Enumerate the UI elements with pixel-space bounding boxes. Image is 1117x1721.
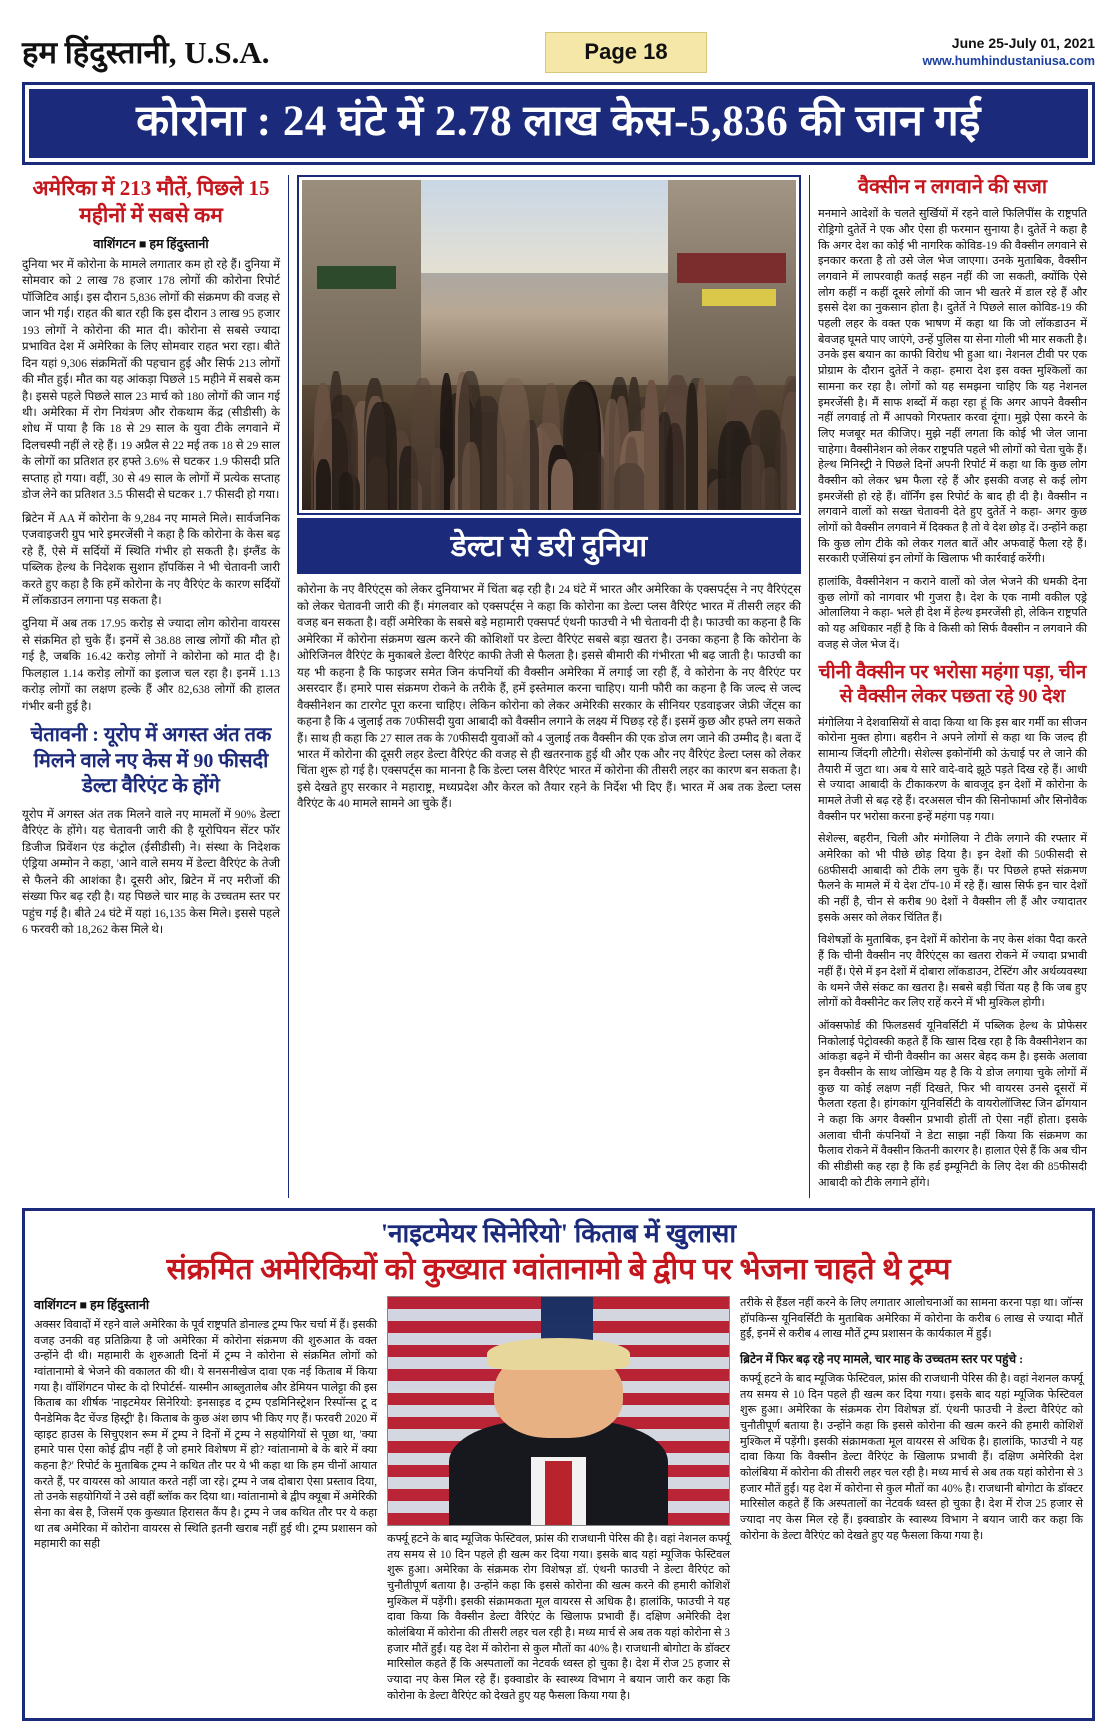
column-divider [288, 175, 289, 1198]
website-url[interactable]: www.humhindustaniusa.com [922, 54, 1095, 68]
photo-shop-sign [702, 289, 776, 306]
issue-date: June 25-July 01, 2021 [951, 35, 1095, 52]
right-headline-2: चीनी वैक्सीन पर भरोसा महंगा पड़ा, चीन से वैक्सीन लेकर पछता रहे 90 देश [818, 662, 1087, 707]
photo-crowd [302, 329, 796, 511]
masthead [22, 28, 1095, 76]
left-column [22, 175, 280, 1198]
feature-subhead: ब्रिटेन में फिर बढ़ रहे नए मामले, चार माह के उच्चतम स्तर पर पहुंचे : [740, 1351, 1024, 1366]
feature-paragraph: तरीके से हैंडल नहीं करने के लिए लगातार आलोचनाओं का सामना करना पड़ा था। जॉन्स हॉपकिन्स यूनिवर्सिटी के मुताबिक अमेरिका में कोरोना के करीब 6 लाख से ज्यादा मौतें हुईं, इनमें से करीब 4 लाख मौतें ट्रम्प प्रशासन के कार्यकाल में हुईं। [740, 1296, 1083, 1341]
feature-paragraph: कर्फ्यू हटने के बाद म्यूजिक फेस्टिवल, फ्रांस की राजधानी पेरिस की है। वहां नेशनल कर्फ्यू तय समय से 10 दिन पहले ही खत्म कर दिया गया। इसके बाद यहां म्यूजिक फेस्टिवल शुरू हुआ। अमेरिका के संक्रमक रोग विशेषज्ञ डॉ. एंथनी फाउची ने डेल्टा वैरिएंट को चुनौतीपूर्ण बताया है। उन्होंने कहा कि इससे कोरोना की खत्म करने की हमारी कोशिशें मुश्किल में पड़ेंगी। इसकी संक्रामकता मूल वायरस से अधिक है। हालांकि, फाउची ने यह दावा किया कि वैक्सीन डेल्टा वैरिएंट के खिलाफ प्रभावी हैं। दक्षिण अमेरिकी देश कोलंबिया में कोरोना की तीसरी लहर चल रही है। मध्य मार्च से अब तक यहां कोरोना से 3 हजार मौतें हुईं। यह देश में कोरोना से कुल मौतों का 40% है। राजधानी बोगोटा के डॉक्टर मारिसोल कहते हैं कि अस्पतालों का नेटवर्क ध्वस्त हो चुका है। देश में रोज 25 हजार से ज्यादा नए केस मिल रहे हैं। इक्वाडोर के स्वास्थ्य विभाग ने बयान जारी कर कहा कि कोरोना के डेल्टा वैरिएंट को देखते हुए यह फैसला किया गया है। [387, 1532, 730, 1702]
article-columns [22, 175, 1095, 1198]
left-sub-paragraph: यूरोप में अगस्त अंत तक मिलने वाले नए मामलों में 90% डेल्टा वैरिएंट के होंगे। यह चेतावनी जारी की है यूरोपियन सेंटर फॉर डिजीज प्रिवेंशन एंड कंट्रोल (ईसीडीसी) ने। संस्था के निदेशक एंड्रिया अम्मोन ने कहा, 'आने वाले समय में डेल्टा वैरिएंट के तेजी से फैलने की आशंका है। दूसरी ओर, ब्रिटेन में नए मरीजों की संख्या फिर बढ़ रही है। यह पिछले चार माह के उच्चतम स्तर पर पहुंच गई है। बीते 24 घंटे में यहां 16,135 केस मिले। इससे पहले 6 फरवरी को 18,262 केस मिले थे। [22, 807, 280, 937]
left-byline: वाशिंगटन ■ हम हिंदुस्तानी [93, 236, 209, 251]
feature-column-1 [34, 1296, 377, 1711]
feature-kicker: 'नाइटमेयर सिनेरियो' किताब में खुलासा [380, 1219, 737, 1249]
right-paragraph: विशेषज्ञों के मुताबिक, इन देशों में कोरोना के नए केस शंका पैदा करते हैं कि चीनी वैक्सीन नए वैरिएंट्स का खतरा रोकने में ज्यादा प्रभावी नहीं हैं। ऐसे में इन देशों में दोबारा लॉकडाउन, टेस्टिंग और अर्थव्यवस्था के थमने जैसे संकट का खतरा है। सबसे बड़ी चिंता यह है कि जब हुए लोगों को वैक्सीनेट कर लिए राहें करने में भी मुश्किल होगी। [818, 934, 1087, 1010]
feature-columns [30, 1296, 1087, 1713]
right-headline-1: वैक्सीन न लगवाने की सजा [857, 176, 1048, 199]
feature-paragraph: कर्फ्यू हटने के बाद म्यूजिक फेस्टिवल, फ्रांस की राजधानी पेरिस की है। वहां नेशनल कर्फ्यू तय समय से 10 दिन पहले ही खत्म कर दिया गया। इसके बाद यहां म्यूजिक फेस्टिवल शुरू हुआ। अमेरिका के संक्रमक रोग विशेषज्ञ डॉ. एंथनी फाउची ने डेल्टा वैरिएंट को चुनौतीपूर्ण बताया है। उन्होंने कहा कि इससे कोरोना की खत्म करने की हमारी कोशिशें मुश्किल में पड़ेंगी। इसकी संक्रामकता मूल वायरस से अधिक है। हालांकि, फाउची ने यह दावा किया कि वैक्सीन डेल्टा वैरिएंट के खिलाफ प्रभावी हैं। दक्षिण अमेरिकी देश कोलंबिया में कोरोना की तीसरी लहर चल रही है। मध्य मार्च से अब तक यहां कोरोना से 3 हजार मौतें हुईं। यह देश में कोरोना से कुल मौतों का 40% है। राजधानी बोगोटा के डॉक्टर मारिसोल कहते हैं कि अस्पतालों का नेटवर्क ध्वस्त हो चुका है। देश में रोज 25 हजार से ज्यादा नए केस मिल रहे हैं। इक्वाडोर के स्वास्थ्य विभाग ने बयान जारी कर कहा कि कोरोना के डेल्टा वैरिएंट को देखते हुए यह फैसला किया गया है। [740, 1372, 1083, 1542]
photo-awning-left [317, 266, 396, 289]
trump-portrait-photo [387, 1296, 730, 1526]
feature-byline: वाशिंगटन ■ हम हिंदुस्तानी [34, 1297, 150, 1312]
photo-caption: डेल्टा से डरी दुनिया [297, 518, 801, 574]
right-paragraph: हालांकि, वैक्सीनेशन न कराने वालों को जेल भेजने की धमकी देना कुछ लोगों को नागवार भी गुजरा है। देश के एक नामी वकील एड्रे ओलालिया ने कहा- भले ही देश में हेल्थ इमरजेंसी हो, लेकिन राष्ट्रपति को यह अधिकार नहीं है कि वे किसी को सिर्फ वैक्सीन न लगवाने की वजह से जेल भेज दें। [818, 575, 1087, 651]
right-paragraph: ऑक्सफोर्ड की फिलडसर्व यूनिवर्सिटी में पब्लिक हेल्थ के प्रोफेसर निकोलाई पेट्रोवस्की कहते हैं कि खास दिख रहा है कि वैक्सीनेशन का आंकड़ा बढ़ने में चीनी वैक्सीन का असर बेहद कम है। इसके अलावा इन वैक्सीन के साथ जोखिम यह है कि ये डोज लगाया चुके लोगों में कुछ या कोई लक्षण नहीं दिखते, फिर भी वायरस उनसे दूसरों में फैलता रहता है। हांगकांग यूनिवर्सिटी के वायरोलॉजिस्ट जिन ढोंगयान ने कहा कि अगर वैक्सीन प्रभावी होतीं तो ऐसा नहीं होता। इसके अलावा चीनी कंपनियों ने डेटा साझा नहीं किया कि संक्रमण का फैलाव रोकने में वैक्सीन कितनी कारगर है। हालात ऐसे हैं कि अब चीन की सीडीसी कह रहा है कि हर्ड इम्यूनिटी के लिए देश की 85फीसदी आबादी को टीके लगाने होंगे। [818, 1019, 1087, 1189]
left-paragraph: दुनिया भर में कोरोना के मामले लगातार कम हो रहे हैं। दुनिया में सोमवार को 2 लाख 78 हजार 178 लोगों की कोरोना रिपोर्ट पॉजिटिव आई। इस दौरान 5,836 लोगों की संक्रमण की वजह से जान भी गई। राहत की बात रही कि इस दौरान 3 लाख 95 हजार 193 लोगों ने कोरोना की मात दी। कोरोना से सबसे ज्यादा प्रभावित देश में अमेरिका के लिए सोमवार राहत भरा रहा। बीते दिन यहां 9,306 संक्रमितों की पहचान हुई और सिर्फ 213 लोगों की मौत हुई। मौत का यह आंकड़ा पिछले 15 महीने में सबसे कम है। इससे पहले पिछले साल 23 मार्च को 180 लोगों की जान गई थी। अमेरिका में रोग नियंत्रण और रोकथाम केंद्र (सीडीसी) के शोध में पाया है कि 18 से 29 साल के युवा टीके लगवाने में दिलचस्पी नहीं ले रहे हैं। 19 अप्रैल से 22 मई तक 18 से 29 साल के लोगों का प्रतिशत हर हफ्ते 3.6% से घटकर 1.9 फीसदी प्रति सप्ताह हो गया। वहीं, 30 से 49 साल के लोगों में प्रत्येक सप्ताह डोज लेने का प्रतिशत 3.5 फीसदी से घटकर 1.7 फीसदी हो गया। [22, 257, 280, 502]
photo-frame [297, 175, 801, 515]
main-headline-text: कोरोना : 24 घंटे में 2.78 लाख केस-5,836 की जान गई [136, 98, 981, 145]
left-paragraph: दुनिया में अब तक 17.95 करोड़ से ज्यादा लोग कोरोना वायरस से संक्रमित हो चुके हैं। इनमें से 38.88 लाख लोगों की मौत हो गई है, जबकि 16.42 करोड़ लोगों ने कोरोना को मात दी है। फिलहाल 1.14 करोड़ लोगों का इलाज चल रहा है। इनमें 1.13 करोड़ लोगों का लक्षण हल्के हैं और 82,638 लोगों की हालत गंभीर बनी हुई है। [22, 617, 280, 713]
left-headline: अमेरिका में 213 मौतें, पिछले 15 महीनों में सबसे कम [32, 176, 270, 227]
feature-column-2 [387, 1296, 730, 1711]
feature-paragraph: अक्सर विवादों में रहने वाले अमेरिका के पूर्व राष्ट्रपति डोनाल्ड ट्रम्प फिर चर्चा में हैं। इसकी वजह उनकी वह प्रतिक्रिया है जो अमेरिका में कोरोना संक्रमण की शुरुआत के वक्त उन्होंने दी थी। महामारी के शुरुआती दिनों में ट्रम्प ने कोरोना से संक्रमित लोगों को ग्वांतानामो बे भेजने की वकालत की थी। ये सनसनीखेज दावा एक नई किताब में किया गया है। वॉशिंगटन पोस्ट के दो रिपोर्टर्स- यास्मीन आब्लुतालेब और डेमियन पालेट्टा की इस किताब का शीर्षक 'नाइटमेयर सिनेरियो: इनसाइड द ट्रम्प एडमिनिस्ट्रेशन रिस्पॉन्स टू द पैनडेमिक दैट चेंज्ड हिस्ट्री' है। किताब के कुछ अंश छाप भी किए गए हैं। फरवरी 2020 में व्हाइट हाउस के सिचुएशन रूम में ट्रम्प ने दिनों में ट्रम्प ने सहयोगियों से पूछा था, 'क्या हमारे पास ऐसा कोई द्वीप नहीं है जो हमारे विशेषण में हो? ग्वांतानामो बे के बारे में क्या कहना है?' रिपोर्ट के मुताबिक ट्रम्प ने कथित तौर पर ये भी कहा था कि हम चीनों आयात करते हैं, पर वायरस को आयात करते नहीं जा रहे। ट्रम्प ने जब दोबारा ऐसा प्रस्ताव दिया, तो उनके सहयोगियों ने उसे वहीं ब्लॉक कर दिया था। ग्वांतानामो बे द्वीप क्यूबा में अमेरिकी सेना का बेस है, जिसमें एक कुख्यात हिरासत कैंप है। ट्रम्प ने जब कथित तौर पर ये कहा था तब अमेरिका में कोरोना वायरस से स्थिति इतनी खराब नहीं हुई थी। ट्रम्प प्रशासन को महामारी का सही [34, 1318, 377, 1551]
photo-awning-right [677, 253, 786, 283]
left-paragraph: ब्रिटेन में AA में कोरोना के 9,284 नए मामले मिले। सार्वजनिक एजवाइजरी ग्रुप भारे इमरजेंसी ने कहा है कि कोरोना के केस बढ़ रहे हैं, ऐसे में सर्दियों में स्थिति गंभीर हो सकती है। इंग्लैंड के पब्लिक हेल्थ के निदेशक सुशान हॉपकिंस ने भी चेतावनी जारी करते हुए कहा है कि हमें कोरोना के नए वैरिएंट के कारण सर्दियों में लॉकडाउन लगाना पड़ सकता है। [22, 511, 280, 607]
column-divider [809, 175, 810, 1198]
publication-title: हम हिंदुस्तानी, U.S.A. [22, 35, 270, 70]
portrait-hair [487, 1338, 630, 1370]
bottom-feature [22, 1208, 1095, 1721]
feature-column-3 [740, 1296, 1083, 1711]
feature-headline: संक्रमित अमेरिकियों को कुख्यात ग्वांतानामो बे द्वीप पर भेजना चाहते थे ट्रम्प [166, 1253, 951, 1287]
right-paragraph: मंगोलिया ने देशवासियों से वादा किया था कि इस बार गर्मी का सीजन कोरोना मुक्त होगा। बहरीन ने अपने लोगों से कहा था कि जल्द ही सामान्य जिंदगी लौटेगी। सेशेल्स इकोनॉमी को ऊंचाई पर ले जाने की तैयारी में जुटा था। अब ये सारे वादे-वादे झूठे पड़ते दिख रहे हैं। आधी से ज्यादा आबादी के टीकाकरण के बावजूद इन देशों में कोरोना के मामले तेजी से बढ़ रहे हैं। दरअसल चीन की सिनोफार्मा और सिनोवैक वैक्सीन पर भरोसा करना इन्हें महंगा पड़ गया। [818, 716, 1087, 823]
page-number-badge: Page 18 [545, 32, 706, 73]
middle-paragraph: कोरोना के नए वैरिएंट्स को लेकर दुनियाभर में चिंता बढ़ रही है। 24 घंटे में भारत और अमेरिका के एक्सपर्ट्स ने नए वैरिएंट्स को लेकर चेतावनी जारी की हैं। मंगलवार को एक्सपर्ट्स ने कहा कि कोरोना का डेल्टा प्लस वैरिएंट भारत में तीसरी लहर की वजह बन सकता है। वहीं अमेरिका के सबसे बड़े महामारी एक्सपर्ट एंथनी फाउची ने भी चेतावनी दी है। फाउची का कहना है कि अमेरिका में कोरोना संक्रमण खत्म करने की कोशिशों पर डेल्टा वैरिएंट सबसे बड़ा खतरा है। उनका कहना है कि कोरोना के ओरिजिनल वैरिएंट के मुकाबले डेल्टा वैरिएंट काफी तेजी से फैलता है। इससे बीमारी की गंभीरता भी बढ़ जाती है। फाउची का यह भी कहना है कि फाइजर समेत जिन कंपनियों की वैक्सीन अमेरिका में लगाई जा रही हैं, वे कोरोना के नए वैरिएंट पर असरदार हैं। हमारे पास संक्रमण रोकने के तरीके हैं, हमें इस्तेमाल करना चाहिए। यानी फौरी का कहना है कि जल्द से जल्द वैक्सीनेशन का टारगेट पूरा करना चाहिए। लेकिन कोरोना को लेकर अमेरिकी सरकार के सीनियर एडवाइजर जेफ्री जेंट्स का कहना है कि 4 जुलाई तक 70फीसदी युवा आबादी को वैक्सीन लगाने के लक्ष्य में पिछड़ रहे हैं। इसमें कुछ और हफ्ते लग सकते हैं। साथ ही कहा कि 27 साल तक के 70फीसदी युवाओं को 4 जुलाई तक वैक्सीन की एक डोज लग जाने की उम्मीद है। बता दें भारत में कोरोना की दूसरी लहर डेल्टा वैरिएंट की वजह से ही खतरनाक हुई थी और एक और नए वैरिएंट डेल्टा प्लस को लेकर चिंता शुरू हो गई है। एक्सपर्ट्स का मानना है कि डेल्टा प्लस वैरिएंट भारत में कोरोना की तीसरी लहर का कारण बन सकता है। इसे देखते हुए सरकार ने महाराष्ट्र, मध्यप्रदेश और केरल को तैयार रहने के निर्देश भी दिए हैं। भारत में अब तक डेल्टा प्लस वैरिएंट के 40 मामले सामने आ चुके हैं। [297, 583, 801, 811]
right-column [818, 175, 1087, 1198]
main-headline-inner [29, 89, 1088, 158]
right-paragraph: सेशेल्स, बहरीन, चिली और मंगोलिया ने टीके लगाने की रफ्तार में अमेरिका को भी पीछे छोड़ दिया है। इन देशों की 50फीसदी से 68फीसदी आबादी को टीके लग चुके हैं। पर पिछले हफ्ते संक्रमण फैलने के मामले में ये देश टॉप-10 में रहे हैं। खास सिर्फ इन चार देशों की नहीं है, चीन से करीब 90 देशों ने वैक्सीन ली हैं और ज्यादातर इसके असर को लेकर चिंतित हैं। [818, 833, 1087, 924]
crowded-street-photo [302, 180, 796, 510]
right-paragraph: मनमाने आदेशों के चलते सुर्खियों में रहने वाले फिलिपींस के राष्ट्रपति रोड्रिगो दुतेर्ते ने एक और ऐसा ही फरमान सुनाया है। दुतेर्ते ने कहा है कि अगर देश का कोई भी नागरिक कोविड-19 की वैक्सीन लगवाने से इनकार करता है तो उसे जेल भेज जाएगा। उनके मुताबिक, वैक्सीन लगवाने में लापरवाही कतई सहन नहीं की जा सकती, क्योंकि ऐसे लोग कहीं न कहीं दूसरे लोगों की जान भी खतरे में डाल रहे हैं और इससे देश का नुकसान होता है। दुतेर्ते ने पिछले साल कोविड-19 की पहली लहर के वक्त एक भाषण में कहा था कि जो लॉकडाउन में बेवजह घूमते पाए जाएंगे, उन्हें पुलिस या सेना गोली भी मार सकती है। उनके इस बयान का काफी विरोध भी हुआ था। नेशनल टीवी पर एक प्रोग्राम के दौरान दुतेर्ते ने कहा- हमारा देश इस वक्त मुश्किलों का सामना कर रहा है। लोगों को यह समझना चाहिए कि यह नेशनल इमरजेंसी है। मैं साफ शब्दों में कहा रहा हूं कि अगर आपने वैक्सीन नहीं लगवाई तो मैं आपको गिरफ्तार करवा दूंगा। मुझे ऐसा करने के लिए मजबूर मत कीजिए। मुझे नहीं लगता कि कोई भी जेल जाना चाहेगा। वैक्सीनेशन को लेकर राष्ट्रपति पहले भी लोगों को चेता चुके हैं। हेल्थ मिनिस्ट्री ने पिछले दिनों अपनी रिपोर्ट में कहा था कि कुछ लोग वैक्सीन को लेकर भ्रम फैला रहे हैं और इसकी वजह से कई लोग इमरजेंसी हो रहे हैं। वॉर्निंग इस रिपोर्ट के बाद ही दी है। वैक्सीन न लगवाने वालों को सख्त चेतावनी देते हुए दुतेर्ते ने कहा- अगर कुछ लोगों को वैक्सीन लगवाने में दिक्कत है तो वे देश छोड़ दें। उन्होंने कहा कि कुछ लोग टीके को लेकर गलत बातें और अफवाहें फैला रहे हैं। सरकारी एजेंसियां इन लोगों के खिलाफ भी कार्रवाई करेंगी। [818, 208, 1087, 566]
main-headline-banner [22, 82, 1095, 165]
middle-column [297, 175, 801, 1198]
portrait-tie [545, 1461, 572, 1525]
left-subheadline: चेतावनी : यूरोप में अगस्त अंत तक मिलने वाले नए केस में 90 फीसदी डेल्टा वैरिएंट के होंगे [30, 724, 272, 798]
masthead-right [923, 34, 1095, 70]
